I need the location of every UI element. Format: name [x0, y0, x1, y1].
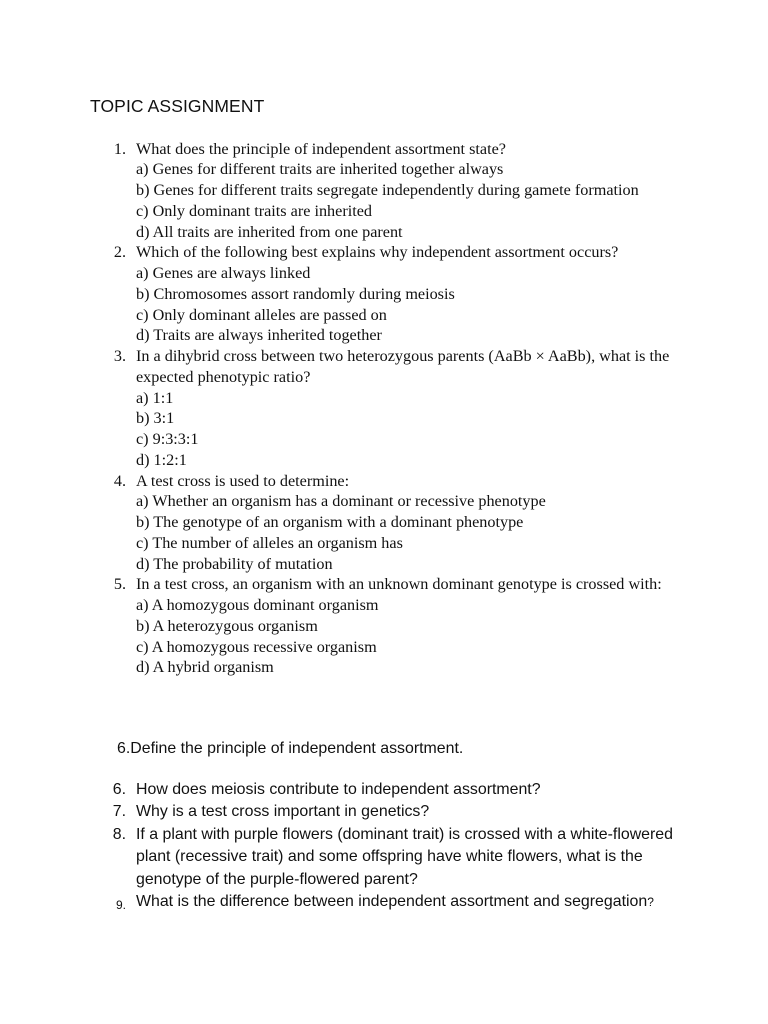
- option-d: d) 1:2:1: [136, 450, 187, 469]
- short-question-8: [0, 824, 768, 891]
- option-d: d) The probability of mutation: [136, 554, 333, 573]
- question-1: [0, 139, 768, 243]
- define-instruction: 6.Define the principle of independent assortment.: [117, 740, 464, 757]
- option-a: a) Genes for different traits are inherited together always: [136, 160, 504, 179]
- option-c: c) 9:3:3:1: [136, 430, 199, 448]
- short-question-6: [0, 779, 768, 801]
- option-d: d) Traits are always inherited together: [136, 326, 382, 345]
- option-c: c) The number of alleles an organism has: [136, 533, 403, 552]
- question-text: In a test cross, an organism with an unknown dominant genotype is crossed with:: [136, 575, 662, 594]
- multiple-choice-list: [0, 139, 768, 679]
- question-number: 4.: [113, 471, 126, 490]
- question-number: 2.: [113, 243, 126, 262]
- question-mark: ?: [647, 895, 654, 910]
- option-b: b) Chromosomes assort randomly during meiosis: [136, 284, 455, 303]
- question-number: 8.: [112, 825, 126, 843]
- option-b: b) The genotype of an organism with a dominant phenotype: [136, 513, 524, 531]
- page-title: TOPIC ASSIGNMENT: [90, 96, 265, 116]
- question-5: [0, 574, 768, 678]
- question-text: If a plant with purple flowers (dominant trait) is crossed with a white-flowered plant (recessive trait) and some offspring have white flowers, what is the genotype of the purple-flowered parent?: [136, 825, 673, 888]
- question-number: 5.: [113, 575, 126, 594]
- short-question-9: [0, 891, 768, 913]
- option-c: c) A homozygous recessive organism: [136, 637, 377, 656]
- option-a: a) A homozygous dominant organism: [136, 596, 379, 614]
- question-number: 3.: [113, 347, 126, 365]
- option-d: d) All traits are inherited from one parent: [136, 222, 403, 241]
- short-answer-list: [0, 779, 768, 913]
- question-4: [0, 471, 768, 575]
- question-text: How does meiosis contribute to independent assortment?: [136, 781, 541, 798]
- option-c: c) Only dominant alleles are passed on: [136, 305, 387, 324]
- question-number: 6.: [112, 781, 126, 798]
- short-question-7: [0, 801, 768, 823]
- question-number: 1.: [113, 139, 126, 158]
- question-text: Which of the following best explains why independent assortment occurs?: [136, 243, 619, 262]
- option-a: a) 1:1: [136, 388, 174, 407]
- option-a: a) Genes are always linked: [136, 264, 311, 282]
- option-d: d) A hybrid organism: [136, 658, 274, 677]
- question-text: What does the principle of independent assortment state?: [136, 139, 506, 158]
- option-b: b) A heterozygous organism: [136, 616, 318, 635]
- question-text: In a dihybrid cross between two heterozygous parents (AaBb × AaBb), what is the expected phenotypic ratio?: [136, 347, 670, 386]
- question-number: 9.: [115, 898, 126, 913]
- option-b: b) 3:1: [136, 409, 175, 428]
- question-text: Why is a test cross important in genetics?: [136, 803, 430, 821]
- option-a: a) Whether an organism has a dominant or recessive phenotype: [136, 492, 546, 511]
- question-text: A test cross is used to determine:: [136, 471, 350, 490]
- question-number: 7.: [112, 803, 126, 821]
- question-3: [0, 346, 768, 471]
- option-b: b) Genes for different traits segregate independently during gamete formation: [136, 181, 639, 199]
- option-c: c) Only dominant traits are inherited: [136, 201, 372, 220]
- question-2: [0, 242, 768, 346]
- question-text: What is the difference between independent assortment and segregation: [136, 893, 648, 911]
